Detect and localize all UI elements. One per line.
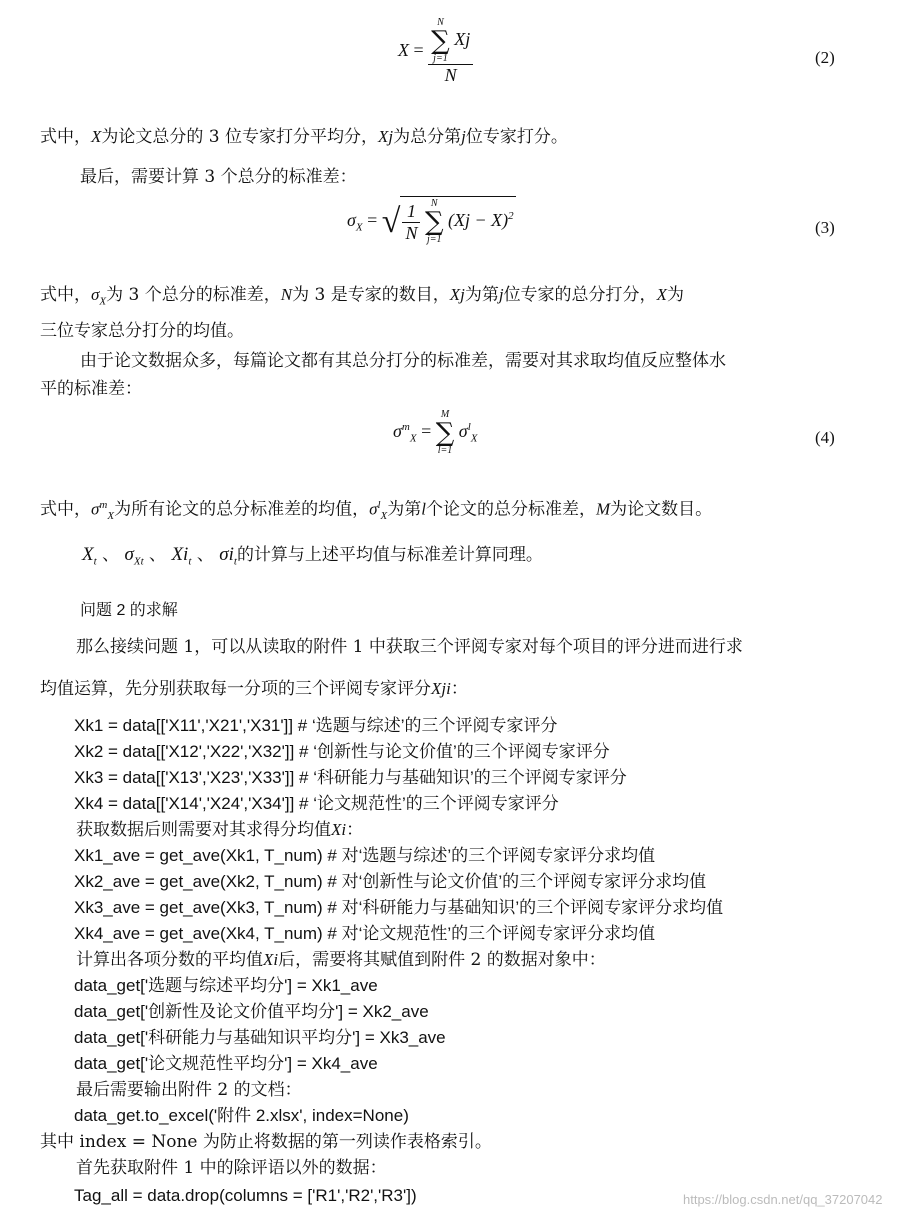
equation-4: $\sigma^m_X$ = M ∑ l=1 $\sigma^l_X$ — [393, 409, 478, 456]
watermark: https://blog.csdn.net/qq_37207042 — [683, 1192, 883, 1207]
code-line-5: Xk1_ave = get_ave(Xk1, T_num) # 对‘选题与综述’的三个评阅专家评分求均值 — [74, 846, 656, 865]
code-line-2: Xk2 = data[['X12','X22','X32']] # ‘创新性与论文价值’的三个评阅专家评分 — [74, 742, 610, 761]
code-line-11: data_get['科研能力与基础知识平均分'] = Xk3_ave — [74, 1028, 446, 1047]
paragraph-4-line-2: 平的标准差： — [40, 379, 142, 399]
eq2-lhs: X — [398, 40, 409, 61]
paragraph-1: 式中，X为论文总分的 3 位专家打分平均分，Xj为总分第j位专家打分。 — [40, 127, 568, 147]
paragraph-3-line-1: 式中，$\sigma_X$为 3 个总分的标准差，N为 3 是专家的数目，Xj为第j位专家的总分打分，X为 — [40, 285, 684, 308]
paragraph-3-line-2: 三位专家总分打分的均值。 — [40, 321, 244, 341]
code-line-14: Tag_all = data.drop(columns = ['R1','R2','R3']) — [74, 1186, 417, 1205]
paragraph-2: 最后，需要计算 3 个总分的标准差： — [80, 167, 357, 187]
code-line-1: Xk1 = data[['X11','X21','X31']] # ‘选题与综述’的三个评阅专家评分 — [74, 716, 558, 735]
eq2-summation: N ∑ j=1 — [431, 17, 450, 64]
equation-3-number: (3) — [815, 218, 835, 237]
text-line-1: 获取数据后则需要对其求得分均值Xi： — [76, 820, 364, 840]
eq3-summation: N ∑ j=1 — [424, 198, 444, 245]
equation-2: X = N ∑ j=1 Xj N — [398, 18, 473, 86]
code-line-3: Xk3 = data[['X13','X23','X33']] # ‘科研能力与基础知识’的三个评阅专家评分 — [74, 768, 627, 787]
sqrt-sign: √ — [381, 203, 401, 240]
text-line-5: 首先获取附件 1 中的除评语以外的数据： — [76, 1158, 387, 1178]
eq2-fraction: N ∑ j=1 Xj N — [428, 18, 473, 86]
code-line-6: Xk2_ave = get_ave(Xk2, T_num) # 对‘创新性与论文价值’的三个评阅专家评分求均值 — [74, 872, 707, 891]
paragraph-7-line-2: 均值运算，先分别获取每一分项的三个评阅专家评分Xji： — [40, 679, 468, 699]
text-line-2: 计算出各项分数的平均值Xi后，需要将其赋值到附件 2 的数据对象中： — [76, 950, 606, 970]
code-line-7: Xk3_ave = get_ave(Xk3, T_num) # 对‘科研能力与基础知识’的三个评阅专家评分求均值 — [74, 898, 724, 917]
paragraph-4-line-1: 由于论文数据众多，每篇论文都有其总分打分的标准差，需要对其求取均值反应整体水 — [80, 351, 726, 371]
section-heading: 问题 2 的求解 — [80, 602, 178, 619]
equation-3: $\sigma_X$ = √ $\frac{1}{N}$ N ∑ j=1 $(Xj - X)^2$ — [347, 198, 514, 245]
eq3-radicand: $\frac{1}{N}$ N ∑ j=1 $(Xj - X)^2$ — [400, 196, 515, 245]
eq4-summation: M ∑ l=1 — [435, 409, 455, 456]
paragraph-7-line-1: 那么接续问题 1，可以从读取的附件 1 中获取三个评阅专家对每个项目的评分进而进行求 — [76, 637, 743, 657]
equation-4-number: (4) — [815, 428, 835, 447]
paragraph-5: 式中，$\sigma^m_X$为所有论文的总分标准差的均值，$\sigma^l_X$为第l个论文的总分标准差，M为论文数目。 — [40, 499, 713, 523]
equation-2-number: (2) — [815, 48, 835, 67]
text-line-3: 最后需要输出附件 2 的文档： — [76, 1080, 302, 1100]
code-line-9: data_get['选题与综述平均分'] = Xk1_ave — [74, 976, 378, 995]
code-line-8: Xk4_ave = get_ave(Xk4, T_num) # 对‘论文规范性’的三个评阅专家评分求均值 — [74, 924, 656, 943]
code-line-12: data_get['论文规范性平均分'] = Xk4_ave — [74, 1054, 378, 1073]
text-line-4: 其中 index = None 为防止将数据的第一列读作表格索引。 — [40, 1132, 492, 1152]
code-line-13: data_get.to_excel('附件 2.xlsx', index=None) — [74, 1106, 409, 1125]
code-line-4: Xk4 = data[['X14','X24','X34']] # ‘论文规范性’的三个评阅专家评分 — [74, 794, 559, 813]
paragraph-6: $X_t$ 、 $\sigma_{Xt}$ 、 $Xi_t$ 、 $\sigma i_t$的计算与上述平均值与标准差计算同理。 — [82, 544, 543, 568]
code-line-10: data_get['创新性及论文价值平均分'] = Xk2_ave — [74, 1002, 429, 1021]
